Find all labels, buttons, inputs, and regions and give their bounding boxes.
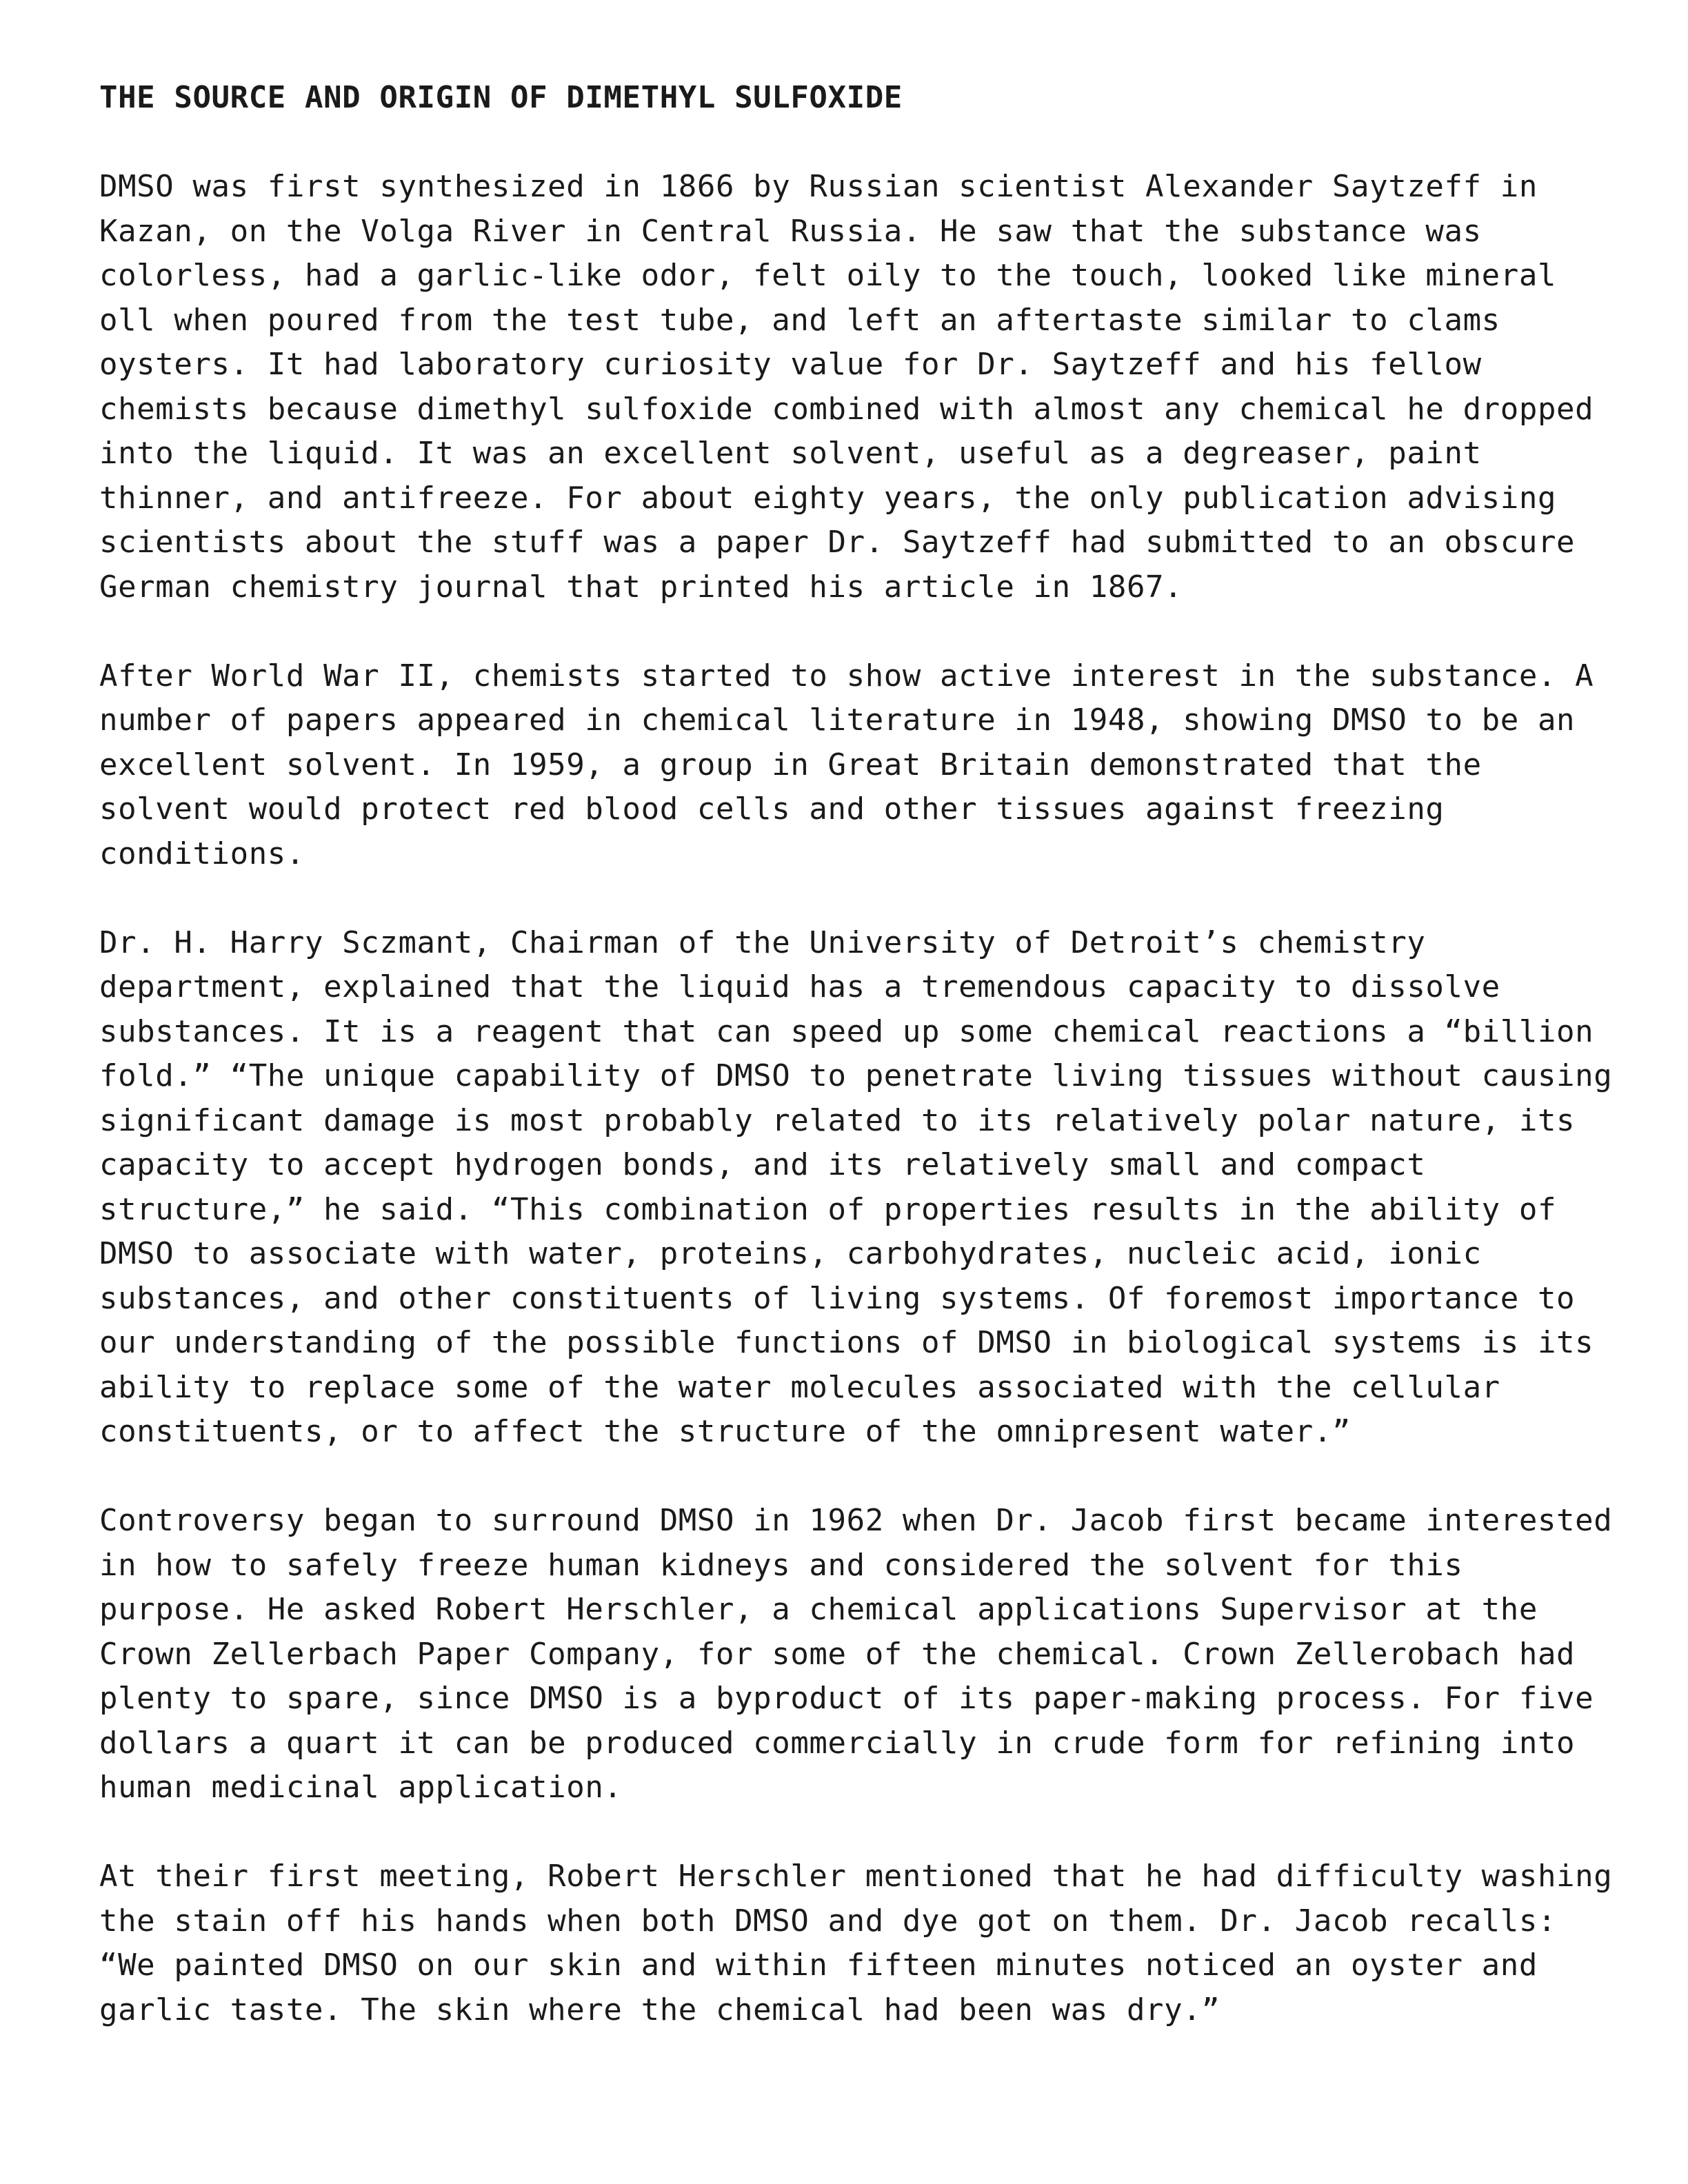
text-line: department, explained that the liquid has a tremendous capacity to dissolve — [99, 969, 1500, 1004]
paragraphs-container — [99, 165, 1616, 2032]
text-line: scientists about the stuff was a paper Dr. Saytzeff had submitted to an obscure — [99, 525, 1576, 560]
text-line: oll when poured from the test tube, and left an aftertaste similar to clams — [99, 302, 1500, 338]
text-line: plenty to spare, since DMSO is a byproduct of its paper-making process. For five — [99, 1681, 1594, 1716]
text-line: purpose. He asked Robert Herschler, a chemical applications Supervisor at the — [99, 1592, 1538, 1627]
text-line: colorless, had a garlic-like odor, felt oily to the touch, looked like mineral — [99, 258, 1557, 293]
text-line: our understanding of the possible functions of DMSO in biological systems is its — [99, 1325, 1594, 1360]
text-line: German chemistry journal that printed his article in 1867. — [99, 569, 1183, 605]
text-line: thinner, and antifreeze. For about eighty years, the only publication advising — [99, 480, 1557, 516]
text-line: Controversy began to surround DMSO in 1962 when Dr. Jacob first became interested — [99, 1503, 1613, 1538]
text-line: DMSO to associate with water, proteins, carbohydrates, nucleic acid, ionic — [99, 1236, 1482, 1271]
text-line: ability to replace some of the water molecules associated with the cellular — [99, 1369, 1500, 1405]
text-line: capacity to accept hydrogen bonds, and its relatively small and compact — [99, 1147, 1426, 1182]
text-line: oysters. It had laboratory curiosity value for Dr. Saytzeff and his fellow — [99, 347, 1482, 382]
text-line: excellent solvent. In 1959, a group in Great Britain demonstrated that the — [99, 747, 1482, 782]
text-line: chemists because dimethyl sulfoxide combined with almost any chemical he dropped — [99, 391, 1594, 427]
text-line: Kazan, on the Volga River in Central Russia. He saw that the substance was — [99, 213, 1482, 249]
paragraph — [99, 1499, 1616, 1810]
document-body — [99, 76, 1616, 2077]
text-line: structure,” he said. “This combination of properties results in the ability of — [99, 1191, 1557, 1227]
text-line: in how to safely freeze human kidneys and considered the solvent for this — [99, 1547, 1463, 1583]
text-line: human medicinal application. — [99, 1770, 623, 1805]
document-title: THE SOURCE AND ORIGIN OF DIMETHYL SULFOXIDE — [99, 80, 903, 115]
text-line: “We painted DMSO on our skin and within fifteen minutes noticed an oyster and — [99, 1948, 1538, 1983]
paragraph — [99, 165, 1616, 609]
text-line: constituents, or to affect the structure of the omnipresent water.” — [99, 1414, 1352, 1449]
text-line: fold.” “The unique capability of DMSO to penetrate living tissues without causing — [99, 1058, 1613, 1093]
text-line: After World War II, chemists started to show active interest in the substance. A — [99, 658, 1594, 694]
text-line: substances, and other constituents of living systems. Of foremost importance to — [99, 1280, 1576, 1316]
text-line: substances. It is a reagent that can speed up some chemical reactions a “billion — [99, 1013, 1594, 1049]
paragraph — [99, 1854, 1616, 2032]
text-line: Dr. H. Harry Sczmant, Chairman of the University of Detroit’s chemistry — [99, 924, 1426, 960]
text-line: dollars a quart it can be produced commercially in crude form for refining into — [99, 1725, 1576, 1761]
text-line: the stain off his hands when both DMSO and dye got on them. Dr. Jacob recalls: — [99, 1903, 1557, 1939]
text-line: number of papers appeared in chemical literature in 1948, showing DMSO to be an — [99, 702, 1576, 738]
text-line: into the liquid. It was an excellent solvent, useful as a degreaser, paint — [99, 436, 1482, 471]
text-line: significant damage is most probably related to its relatively polar nature, its — [99, 1102, 1576, 1138]
text-line: At their first meeting, Robert Herschler mentioned that he had difficulty washing — [99, 1859, 1613, 1894]
text-line: Crown Zellerbach Paper Company, for some of the chemical. Crown Zellerobach had — [99, 1636, 1576, 1672]
text-line: conditions. — [99, 836, 305, 871]
paragraph — [99, 921, 1616, 1455]
paragraph — [99, 654, 1616, 877]
text-line: solvent would protect red blood cells and other tissues against freezing — [99, 791, 1445, 827]
text-line: garlic taste. The skin where the chemical had been was dry.” — [99, 1992, 1220, 2028]
text-line: DMSO was first synthesized in 1866 by Russian scientist Alexander Saytzeff in — [99, 169, 1538, 204]
